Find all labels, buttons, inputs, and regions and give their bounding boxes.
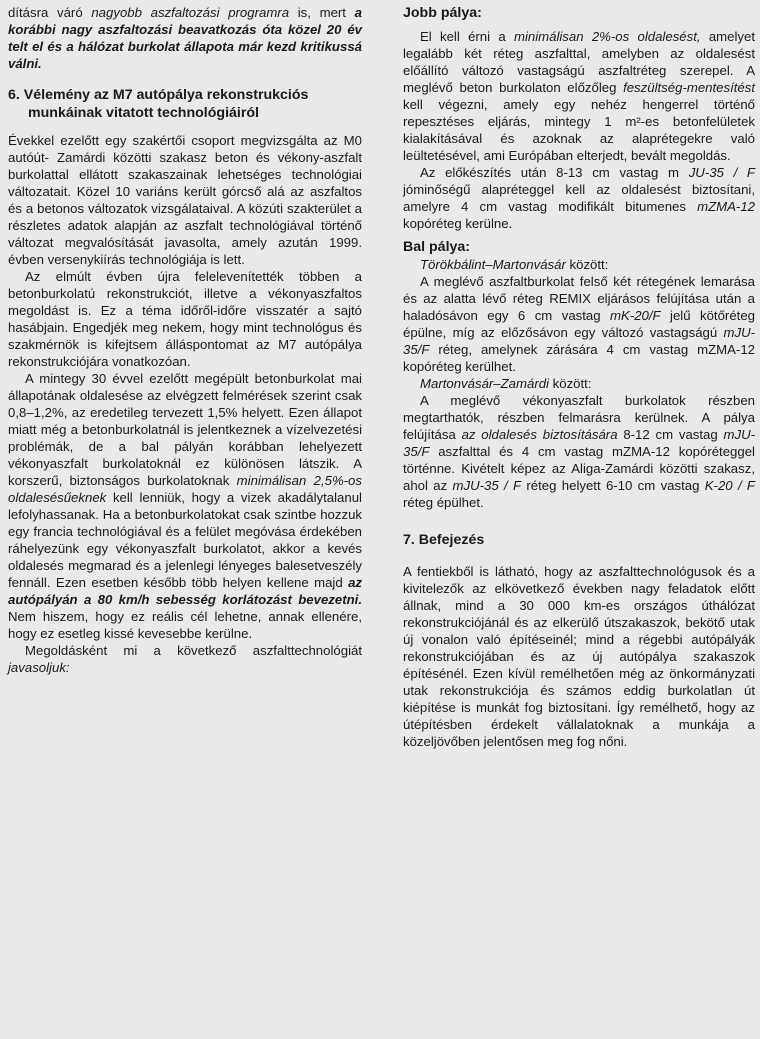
italic-text: mZMA-12 [697,199,755,214]
text-run: réteg helyett 6-10 cm vastag [521,478,705,493]
bal-palya-subheading-2 [403,375,755,392]
text-run: amelyet legalább két réteg aszfalttal, amelyben az oldalesést előállító változó vastagságú aszfaltréteg szerepel. A meglévő beton burkolaton előzőleg [403,29,756,95]
section-6-paragraph-4 [8,642,362,676]
section-7-paragraph-1: A fentiekből is látható, hogy az aszfalttechnológusok és a kivitelezők az elkövetkező években nagy feladatok előtt állnak, mind a 30 000 km-es országos úthálózat rekonstrukciójánál és az elkerülő útszakaszok, bekötő utak új vonalon való építéseinél; mind a régebbi autópályák rekonstrukciójában és az új autópálya szakaszok építésénél. Ezen kívül remélhetően még az önkormányzati utak rekonstrukciója és számos eddig burkolatlan út kiépítése is munkát fog biztosítani. Így remélhető, hogy az útépítésben érdekelt vállalatoknak a munkája a közeljövőben jelentősen meg fog nőni. [403,564,755,749]
italic-text: Martonvásár–Zamárdi [420,376,549,391]
italic-text: nagyobb aszfaltozási programra [91,5,290,20]
italic-text: mK-20/F [610,308,661,323]
bal-palya-paragraph-1 [403,273,755,375]
text-run: között: [549,376,592,391]
text-run: El kell érni a [420,29,514,44]
text-run: Az előkészítés után 8-13 cm vastag m [420,165,689,180]
text-run: kell lenniük, hogy a vizek akadálytalanul lefolyhassanak. Ha a betonburkolatokat csak szintbe hozzuk egy francia technológiával és a felület megóvása érdekében ráhelyezünk egy vékonyaszfalt burkolatot, akkor a kevés oldalesés megmarad és a jelenlegi lényeges balesetveszély fennáll. Ezen esetben később több helyen kellene majd [8,490,362,590]
italic-text: minimálisan 2%-os oldalesést, [513,29,701,44]
italic-text: feszültség-mentesítést [623,80,755,95]
text-run: A meglévő aszfaltburkolat felső két rétegének lemarása és az alatta lévő réteg REMIX eljárásos felújítása után a haladósávon egy 6 cm vastag [403,274,755,323]
jobb-palya-paragraph-2 [403,164,755,232]
italic-text: mJU-35 / F [452,478,522,493]
italic-text: mJU-35/F [403,325,755,357]
text-run: kell végezni, amely egy nehéz hengerrel történő repesztéses eljárás, mintegy 1 m²-es betonfelületek kialakításával és azoknak az alaprétegekre való leültetésével, ami Európában elterjedt, bevált megoldás. [403,97,755,163]
text-run: Nem hiszem, hogy ez reális cél lehetne, annak ellenére, hogy ez esetleg kissé kevesebbe kerülne. [8,609,362,641]
text-run: réteg, amelynek zárására 4 cm vastag mZMA-12 kopóréteg kerülhet. [403,342,755,374]
italic-text: minimálisan 2,5%-os oldalesésűeknek [8,473,362,505]
italic-text: az oldalesés biztosítására [461,427,618,442]
text-run: között: [565,257,609,272]
text-run: jelű kötőréteg épülne, míg az előzősávon egy változó vastagságú [403,308,755,340]
text-run: jóminőségű alapréteggel kell az oldalesést biztosítani, amelyre 4 cm vastag modifikált bitumenes [403,182,755,214]
section-6-heading: 6. Vélemény az M7 autópálya rekonstrukciós munkáinak vitatott technológiáiról [8,87,309,121]
italic-text: Törökbálint–Martonvásár [420,257,566,272]
bal-palya-subheading-1 [403,256,755,273]
italic-text: javasoljuk: [8,660,70,675]
jobb-palya-heading: Jobb pálya: [403,5,482,21]
emphasized-text: az autópályán a 80 km/h sebesség korlátozást bevezetni. [8,575,362,607]
text-run: 8-12 cm vastag [617,427,724,442]
text-run: A meglévő vékonyaszfalt burkolatok részben megtarthatók, részben felmarásra kerülnek. A pálya felújítása [403,393,755,442]
text-run: kopóréteg kerülne. [403,216,513,231]
right-column [403,4,755,750]
bal-palya-heading: Bal pálya: [403,239,471,255]
italic-text: mJU-35/F [403,427,755,459]
text-run: réteg épülhet. [403,495,484,510]
section-6-paragraph-1: Évekkel ezelőtt egy szakértői csoport megvizsgálta az M0 autóút- Zamárdi közötti szakasz beton és vékony-aszfalt burkolattal ellátott szakaszainak lehetséges technológiai változatait. Közel 10 variáns került górcső alá az aszfaltos és a betonos változatok vizsgálataival. A közúti szakterület a részletes adatok alapján az aszfalt technológiával történő változat megvalósítását javasolta, amely azután 1999. évben versenykiírás technológiája is lett. [8,133,362,267]
italic-text: K-20 / F [704,478,755,493]
text-run: aszfalttal és 4 cm vastag mZMA-12 kopóréteggel történne. Kivételt képez az Aliga-Zamárdi közötti szakasz, ahol az [403,444,755,493]
jobb-palya-paragraph-1 [403,28,755,164]
section-7-heading: 7. Befejezés [403,532,485,548]
text-run: Megoldásként mi a következő aszfalttechnológiát [25,643,362,658]
emphasized-text: a korábbi nagy aszfaltozási beavatkozás óta közel 20 év telt el és a hálózat burkolat állapota már kezd kritikussá válni. [8,5,362,71]
text-run: is, mert [289,5,355,20]
text-run: A mintegy 30 évvel ezelőtt megépült betonburkolat mai állapotának oldalesése az elvégzett felmérések szerint csak 0,8–1,2%, az eredetileg tervezett 1,5% helyett. Ezen állapot miatt még a betonburkolatnál is jelentkeznek a vízelvezetési problémák, de a bal pályán korábban lehelyezett vékonyaszfalt burkolatoknál ez különösen látszik. A korszerű, biztonságos burkolatoknak [8,371,362,488]
text-run: dításra váró [8,5,92,20]
left-column [8,4,362,676]
paragraph-continuation [8,4,362,72]
italic-text: JU-35 / F [688,165,755,180]
bal-palya-paragraph-2 [403,392,755,511]
section-6-paragraph-3 [8,370,362,642]
section-6-paragraph-2: Az elmúlt évben újra felelevenítették többen a betonburkolatú rekonstrukciót, illetve a vékonyaszfaltos megoldást is. Ez a téma időről-időre visszatér a sajtó hasábjain. Engedjék meg nekem, hogy mint technológus és szakmérnök is kifejtsem álláspontomat az M7 autópálya rekonstrukciójára vonatkozóan. [8,269,362,369]
